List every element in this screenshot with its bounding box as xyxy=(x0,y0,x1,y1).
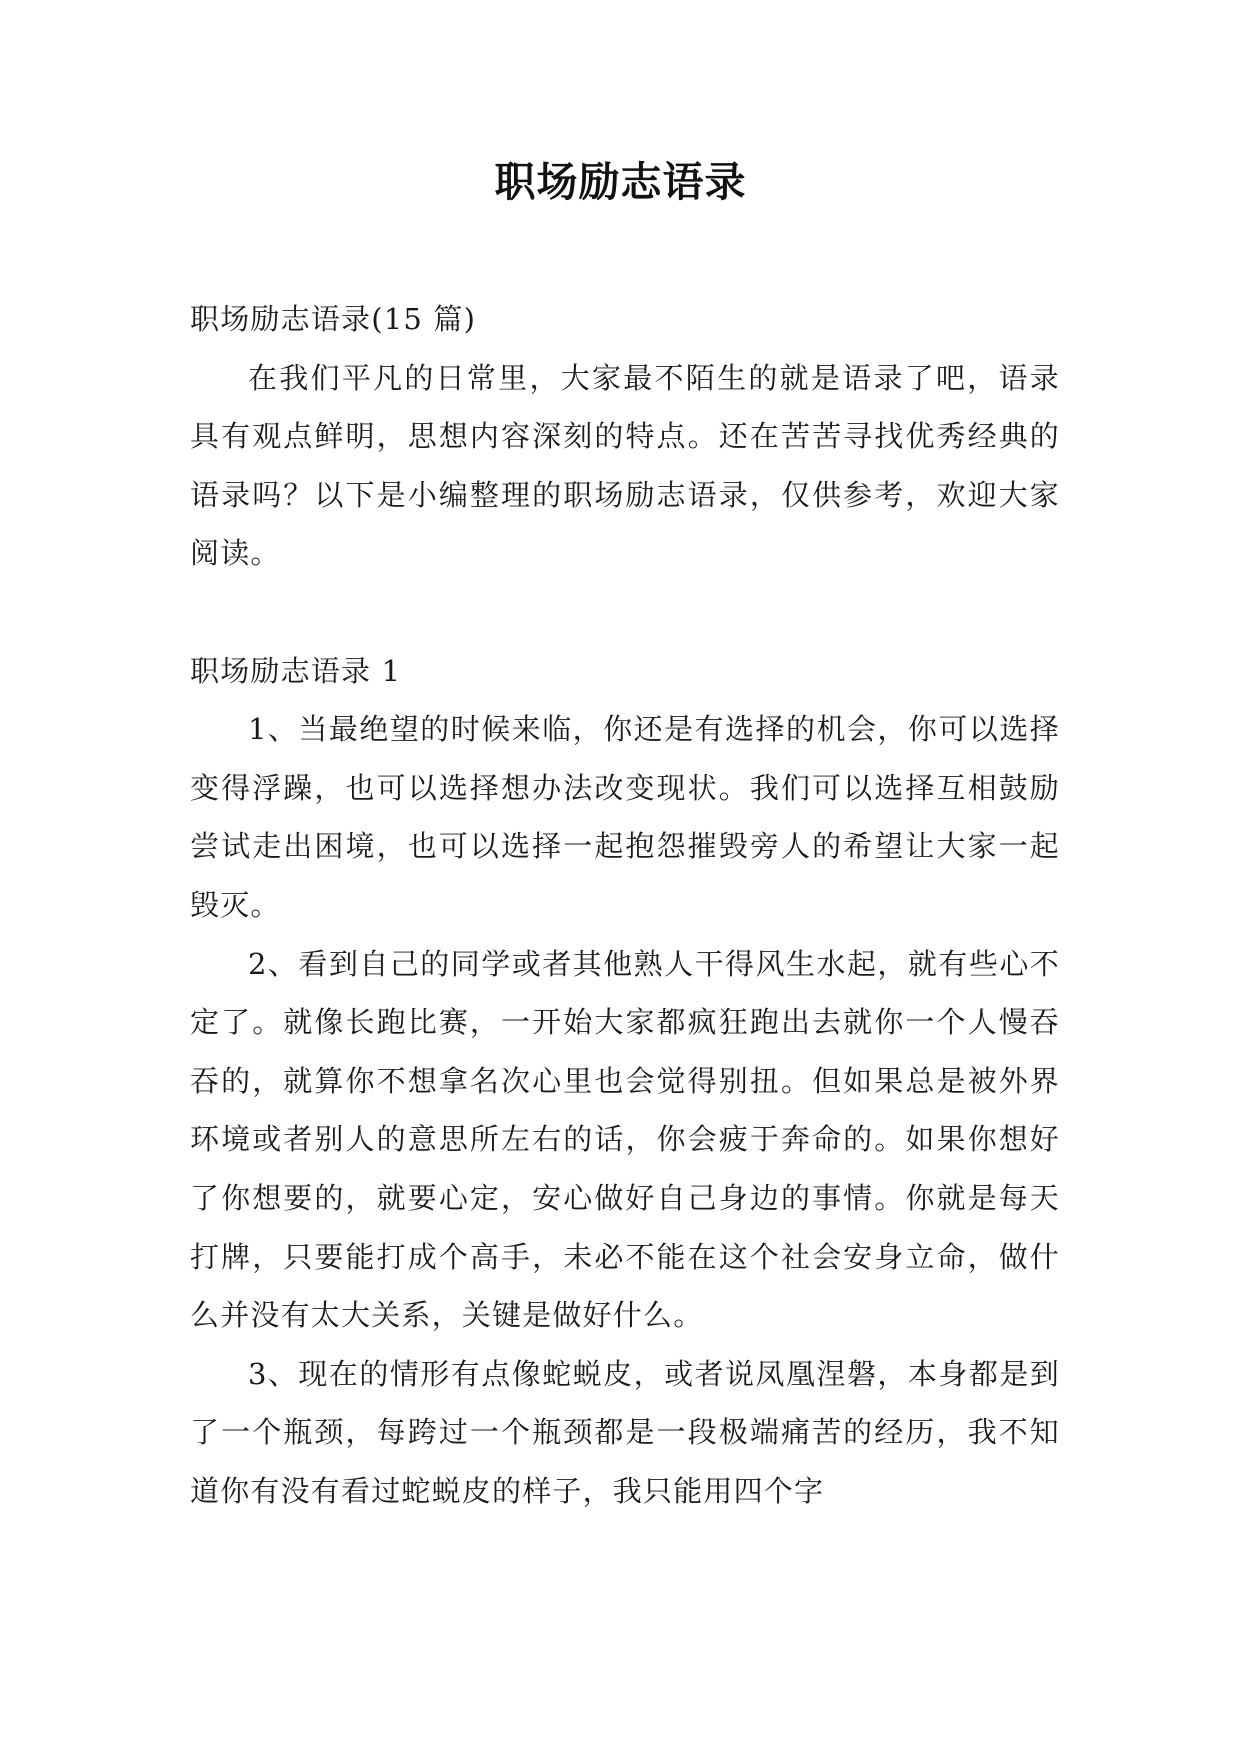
document-title: 职场励志语录 xyxy=(494,158,747,206)
document-body xyxy=(190,290,1060,1520)
paragraph-spacer xyxy=(190,583,1060,642)
quote-item-2: 2、看到自己的同学或者其他熟人干得风生水起，就有些心不定了。就像长跑比赛，一开始大家都疯狂跑出去就你一个人慢吞吞的，就算你不想拿名次心里也会觉得别扭。但如果总是被外界环境或者别人的意思所左右的话，你会疲于奔命的。如果你想好了你想要的，就要心定，安心做好自己身边的事情。你就是每天打牌，只要能打成个高手，未必不能在这个社会安身立命，做什么并没有太大关系，关键是做好什么。 xyxy=(190,946,1060,1333)
intro-paragraph: 在我们平凡的日常里，大家最不陌生的就是语录了吧，语录具有观点鲜明，思想内容深刻的特点。还在苦苦寻找优秀经典的语录吗？以下是小编整理的职场励志语录，仅供参考，欢迎大家阅读。 xyxy=(190,360,1060,571)
quote-item-1: 1、当最绝望的时候来临，你还是有选择的机会，你可以选择变得浮躁，也可以选择想办法改变现状。我们可以选择互相鼓励尝试走出困境，也可以选择一起抱怨摧毁旁人的希望让大家一起毁灭。 xyxy=(190,712,1060,922)
section-heading: 职场励志语录 1 xyxy=(190,653,402,688)
quote-item-3: 3、现在的情形有点像蛇蜕皮，或者说凤凰涅磐，本身都是到了一个瓶颈，每跨过一个瓶颈都是一段极端痛苦的经历，我不知道你有没有看过蛇蜕皮的样子，我只能用四个字 xyxy=(190,1356,1060,1508)
document-subtitle: 职场励志语录(15 篇) xyxy=(190,302,477,336)
